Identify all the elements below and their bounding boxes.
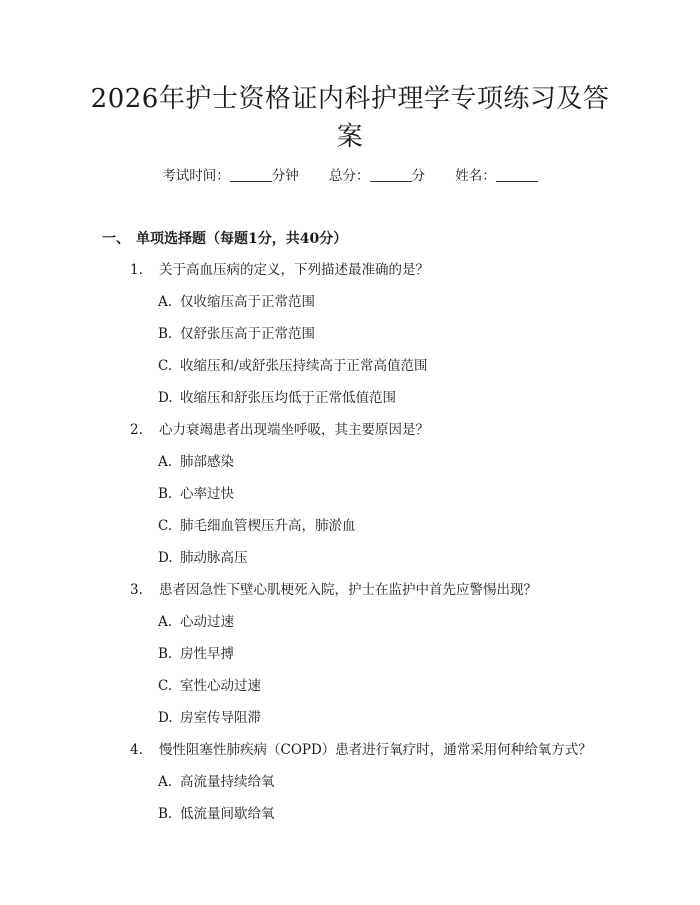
option-text: 房室传导阻滞 <box>180 710 261 726</box>
question-number: 1. <box>130 262 143 278</box>
answer-option[interactable] <box>0 770 700 802</box>
name-label: 姓名： <box>455 168 496 184</box>
option-letter: D. <box>158 390 173 406</box>
answer-option[interactable] <box>0 514 700 546</box>
question-stem <box>0 418 700 450</box>
option-letter: C. <box>158 678 173 694</box>
option-letter: A. <box>158 454 173 470</box>
option-text: 肺部感染 <box>180 454 234 470</box>
option-letter: D. <box>158 550 173 566</box>
answer-option[interactable] <box>0 706 700 738</box>
option-text: 心率过快 <box>180 486 234 502</box>
total-score-field <box>329 166 425 186</box>
answer-option[interactable] <box>0 386 700 418</box>
page-title: 2026年护士资格证内科护理学专项练习及答案 <box>90 84 610 152</box>
option-letter: D. <box>158 710 173 726</box>
question-stem <box>0 258 700 290</box>
question-number: 4. <box>130 742 143 758</box>
option-text: 高流量持续给氧 <box>180 774 275 790</box>
option-letter: A. <box>158 294 173 310</box>
option-letter: A. <box>158 614 173 630</box>
section-number: 一、 <box>102 231 130 247</box>
exam-meta <box>0 166 700 186</box>
question-text: 慢性阻塞性肺疾病（COPD）患者进行氧疗时，通常采用何种给氧方式？ <box>159 742 592 758</box>
exam-time-blank[interactable] <box>230 167 272 182</box>
exam-time-unit: 分钟 <box>271 168 299 184</box>
total-score-blank[interactable] <box>370 167 412 182</box>
section-heading <box>102 228 347 248</box>
question-list <box>0 258 700 834</box>
exam-time-label: 考试时间： <box>162 168 230 184</box>
option-text: 仅舒张压高于正常范围 <box>180 326 315 342</box>
answer-option[interactable] <box>0 642 700 674</box>
question-number: 3. <box>130 582 143 598</box>
answer-option[interactable] <box>0 450 700 482</box>
option-text: 收缩压和舒张压均低于正常低值范围 <box>180 390 396 406</box>
answer-option[interactable] <box>0 322 700 354</box>
answer-option[interactable] <box>0 290 700 322</box>
option-letter: C. <box>158 518 173 534</box>
total-score-unit: 分 <box>411 168 425 184</box>
option-letter: B. <box>158 486 173 502</box>
answer-option[interactable] <box>0 546 700 578</box>
name-blank[interactable] <box>496 167 538 182</box>
question-stem <box>0 578 700 610</box>
answer-option[interactable] <box>0 610 700 642</box>
answer-option[interactable] <box>0 802 700 834</box>
option-text: 心动过速 <box>180 614 234 630</box>
option-text: 室性心动过速 <box>180 678 261 694</box>
option-text: 仅收缩压高于正常范围 <box>180 294 315 310</box>
section-title: 单项选择题（每题1分，共40分） <box>136 231 348 247</box>
question-stem <box>0 738 700 770</box>
option-text: 低流量间歇给氧 <box>180 806 275 822</box>
answer-option[interactable] <box>0 354 700 386</box>
option-letter: B. <box>158 646 173 662</box>
name-field <box>455 166 538 186</box>
option-letter: B. <box>158 326 173 342</box>
option-text: 肺毛细血管楔压升高，肺淤血 <box>180 518 356 534</box>
option-letter: A. <box>158 774 173 790</box>
total-score-label: 总分： <box>329 168 370 184</box>
question-text: 关于高血压病的定义，下列描述最准确的是？ <box>159 262 429 278</box>
option-letter: C. <box>158 358 173 374</box>
answer-option[interactable] <box>0 674 700 706</box>
option-text: 收缩压和/或舒张压持续高于正常高值范围 <box>180 358 428 374</box>
option-letter: B. <box>158 806 173 822</box>
question-text: 心力衰竭患者出现端坐呼吸，其主要原因是？ <box>159 422 429 438</box>
option-text: 房性早搏 <box>180 646 234 662</box>
exam-time-field <box>162 166 299 186</box>
option-text: 肺动脉高压 <box>180 550 248 566</box>
question-text: 患者因急性下壁心肌梗死入院，护士在监护中首先应警惕出现？ <box>159 582 537 598</box>
question-number: 2. <box>130 422 143 438</box>
answer-option[interactable] <box>0 482 700 514</box>
